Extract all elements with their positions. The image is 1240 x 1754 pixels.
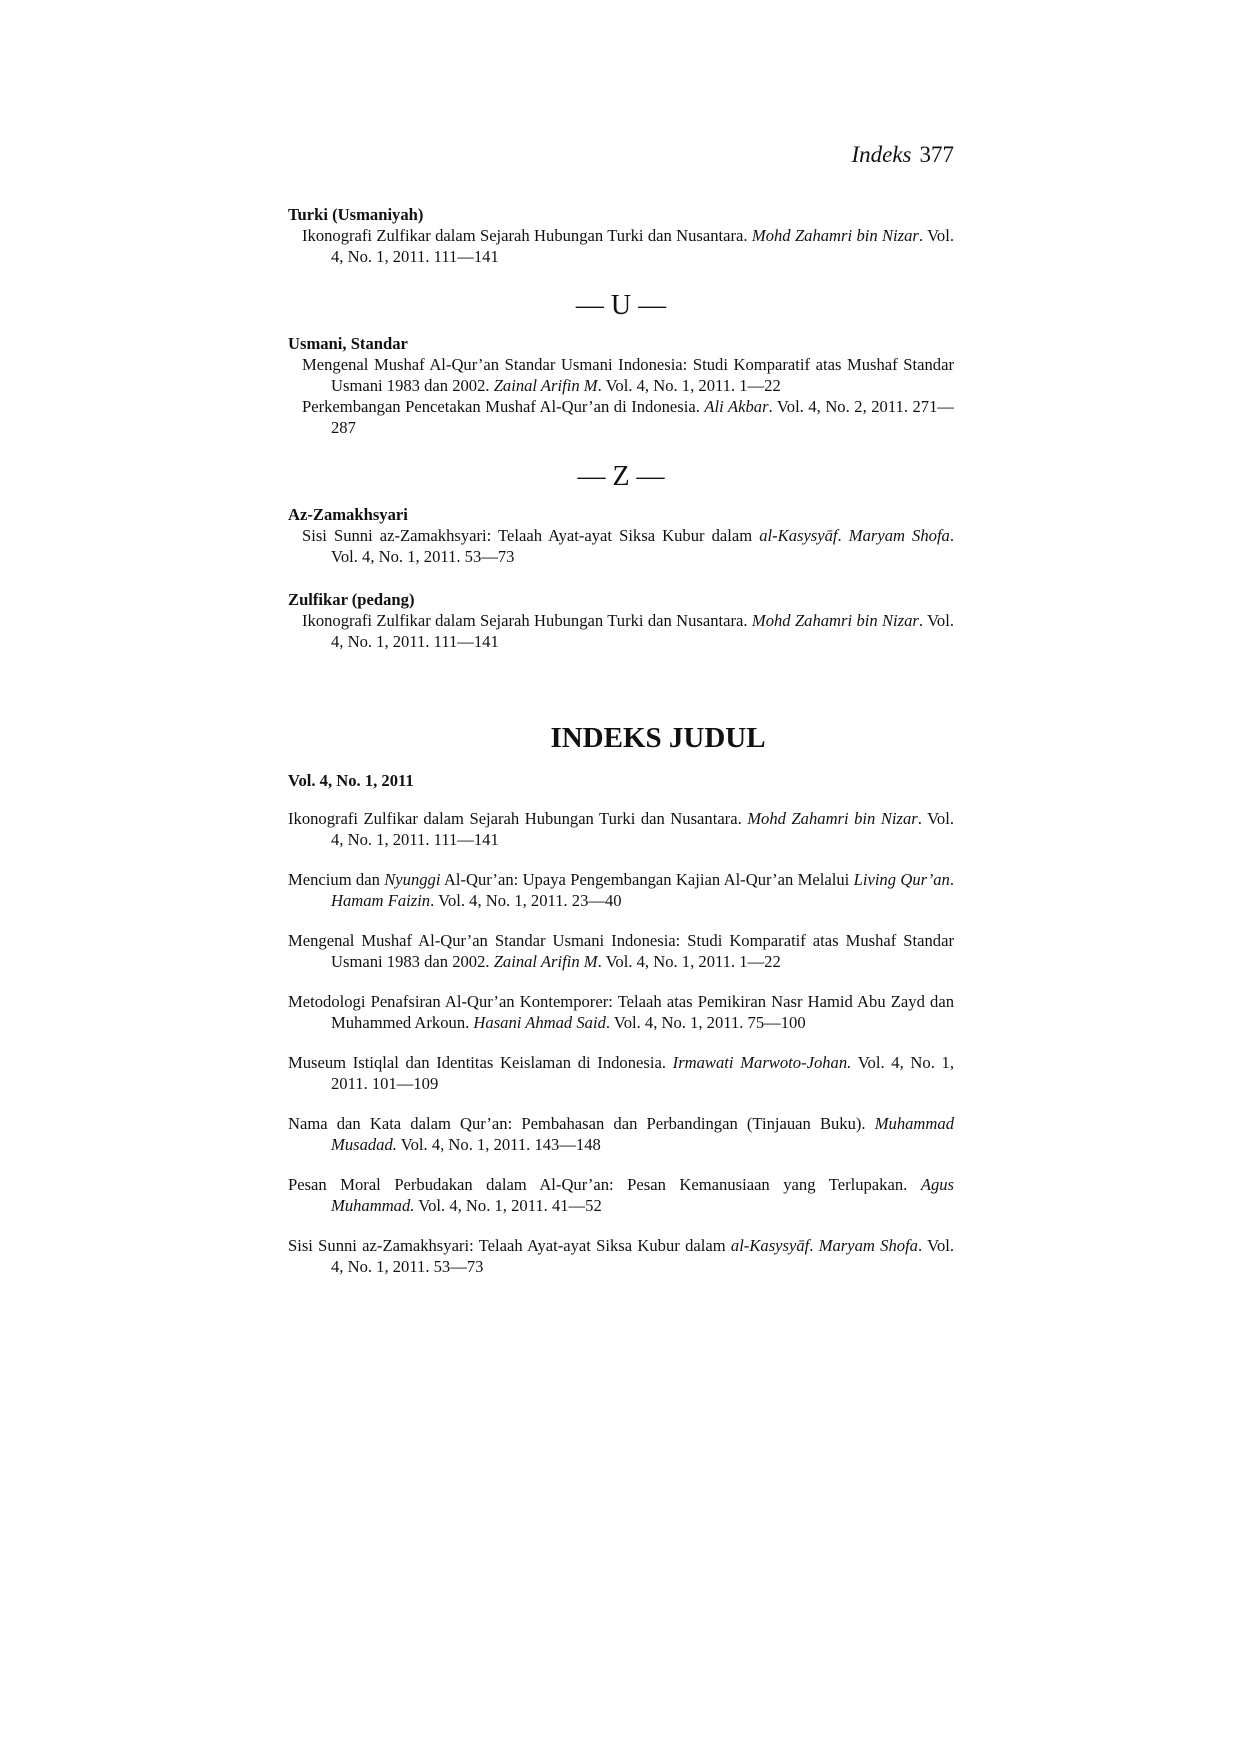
index-entry: Ikonografi Zulfikar dalam Sejarah Hubungan Turki dan Nusantara. Mohd Zahamri bin Nizar. Vol. 4, No. 1, 2011. 111—141	[302, 226, 954, 266]
volume-heading: Vol. 4, No. 1, 2011	[288, 771, 414, 790]
title-index-entry: Metodologi Penafsiran Al-Qur’an Kontemporer: Telaah atas Pemikiran Nasr Hamid Abu Zayd dan Muhammed Arkoun. Hasani Ahmad Said. Vol. 4, No. 1, 2011. 75—100	[288, 992, 954, 1032]
title-index-entry: Pesan Moral Perbudakan dalam Al-Qur’an: Pesan Kemanusiaan yang Terlupakan. Agus Muhammad. Vol. 4, No. 1, 2011. 41—52	[288, 1175, 954, 1215]
title-index-entry: Sisi Sunni az-Zamakhsyari: Telaah Ayat-ayat Siksa Kubur dalam al-Kasysyāf. Maryam Shofa. Vol. 4, No. 1, 2011. 53—73	[288, 1236, 955, 1276]
page-number: 377	[919, 142, 954, 167]
index-entry: Ikonografi Zulfikar dalam Sejarah Hubungan Turki dan Nusantara. Mohd Zahamri bin Nizar. Vol. 4, No. 1, 2011. 111—141	[302, 611, 954, 651]
title-index-entry: Mengenal Mushaf Al-Qur’an Standar Usmani Indonesia: Studi Komparatif atas Mushaf Standar Usmani 1983 dan 2002. Zainal Arifin M. Vol. 4, No. 1, 2011. 1—22	[288, 931, 954, 971]
section-title: INDEKS JUDUL	[550, 722, 766, 754]
running-head-title: Indeks	[851, 142, 912, 167]
index-entry: Perkembangan Pencetakan Mushaf Al-Qur’an di Indonesia. Ali Akbar. Vol. 4, No. 2, 2011. 271—287	[302, 397, 954, 437]
index-content	[288, 204, 954, 1296]
letter-heading-z: — Z —	[577, 461, 665, 492]
title-index-list	[288, 808, 954, 1277]
title-index-entry: Museum Istiqlal dan Identitas Keislaman di Indonesia. Irmawati Marwoto-Johan. Vol. 4, No. 1, 2011. 101—109	[288, 1053, 954, 1093]
title-index-entry: Mencium dan Nyunggi Al-Qur’an: Upaya Pengembangan Kajian Al-Qur’an Melalui Living Qur’an. Hamam Faizin. Vol. 4, No. 1, 2011. 23—40	[288, 870, 954, 910]
index-term: Usmani, Standar	[288, 334, 408, 353]
title-index-entry: Nama dan Kata dalam Qur’an: Pembahasan dan Perbandingan (Tinjauan Buku). Muhammad Musadad. Vol. 4, No. 1, 2011. 143—148	[288, 1114, 954, 1154]
index-entry: Mengenal Mushaf Al-Qur’an Standar Usmani Indonesia: Studi Komparatif atas Mushaf Standar Usmani 1983 dan 2002. Zainal Arifin M. Vol. 4, No. 1, 2011. 1—22	[302, 355, 954, 395]
running-head	[851, 141, 954, 169]
index-term: Turki (Usmaniyah)	[288, 205, 424, 224]
document-page	[288, 0, 954, 1754]
title-index-entry: Ikonografi Zulfikar dalam Sejarah Hubungan Turki dan Nusantara. Mohd Zahamri bin Nizar. Vol. 4, No. 1, 2011. 111—141	[288, 809, 954, 849]
index-entry: Sisi Sunni az-Zamakhsyari: Telaah Ayat-ayat Siksa Kubur dalam al-Kasysyāf. Maryam Shofa. Vol. 4, No. 1, 2011. 53—73	[302, 526, 955, 566]
letter-heading-u: — U —	[575, 290, 667, 321]
index-term: Zulfikar (pedang)	[288, 590, 415, 609]
index-term: Az-Zamakhsyari	[288, 505, 408, 524]
